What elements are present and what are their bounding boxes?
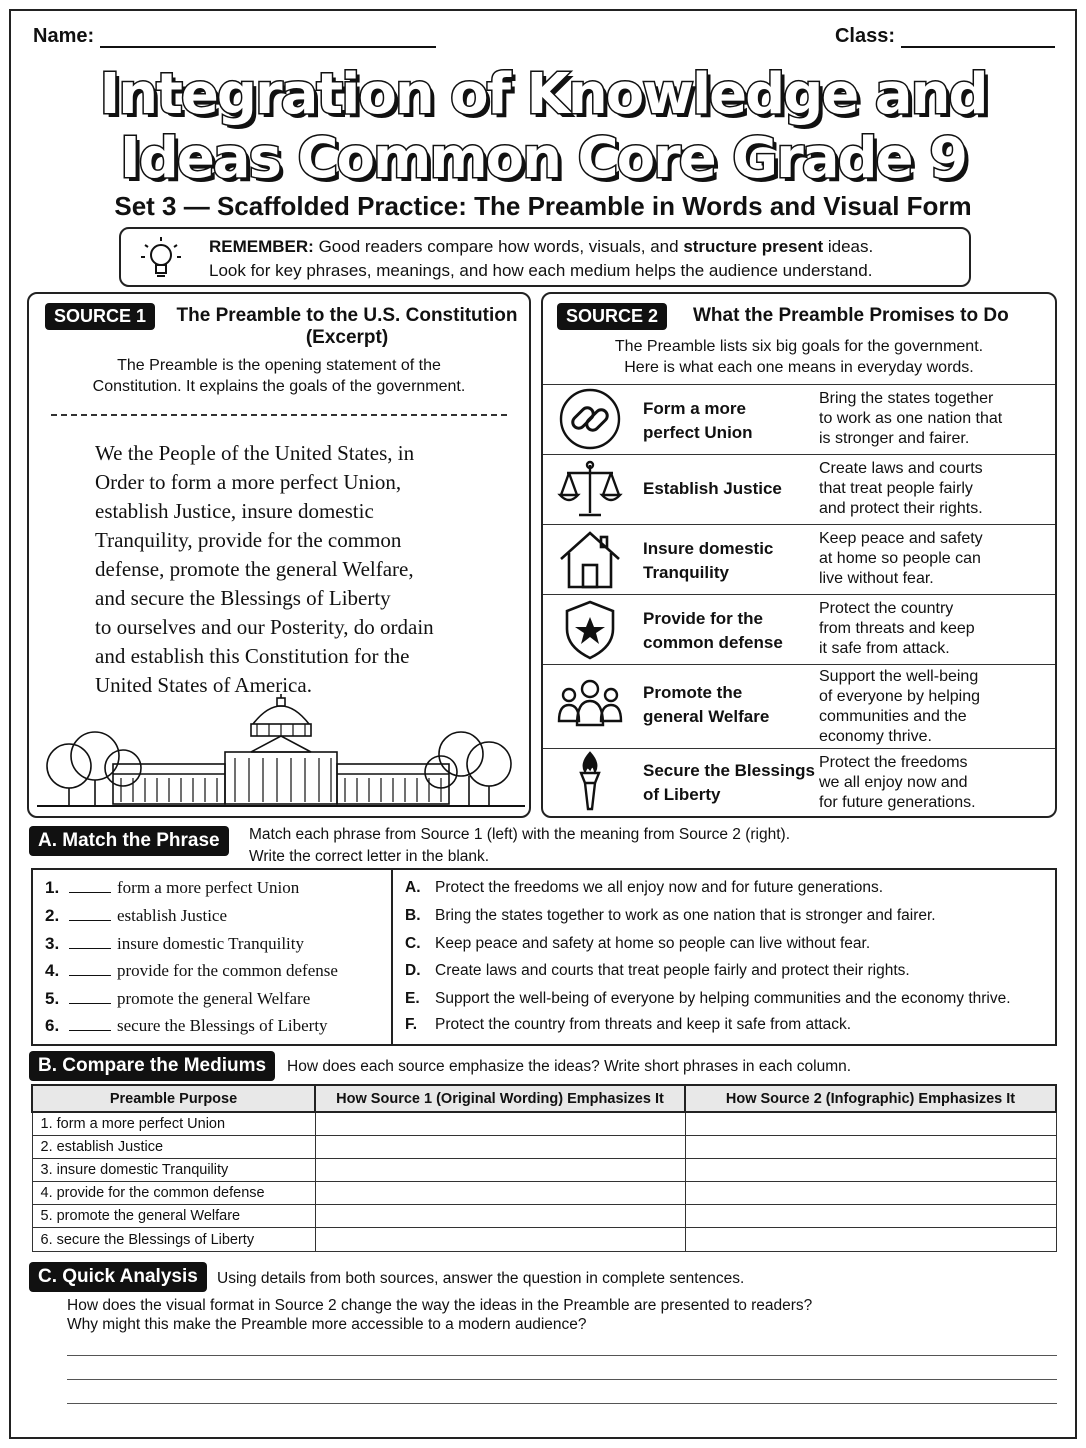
option-text: Protect the freedoms we all enjoy now and for future generations. xyxy=(435,879,884,896)
meaning-line: to work as one nation that xyxy=(819,410,1003,427)
title-line-2: Ideas Common Core Grade 9 xyxy=(119,126,967,191)
item-number: 2. xyxy=(45,906,60,925)
goal-label-line: Tranquility xyxy=(643,563,729,582)
goal-label-line: Secure the Blessings xyxy=(643,761,815,780)
item-number: 1. xyxy=(45,878,60,897)
answer-blank[interactable] xyxy=(69,907,111,921)
purpose-cell: 4. provide for the common defense xyxy=(32,1182,315,1205)
section-a-instructions xyxy=(249,824,790,868)
source-1-divider xyxy=(51,414,507,416)
source-1-badge: SOURCE 1 xyxy=(45,303,155,330)
remember-line-2: Look for key phrases, meanings, and how each medium helps the audience understand. xyxy=(209,261,873,280)
purpose-cell: 6. secure the Blessings of Liberty xyxy=(32,1228,315,1251)
source-2-answer-cell[interactable] xyxy=(685,1205,1056,1228)
source-1-desc-line-1: The Preamble is the opening statement of the xyxy=(117,357,441,374)
item-phrase: provide for the common defense xyxy=(117,961,338,980)
torch-icon xyxy=(557,751,623,813)
match-option xyxy=(405,990,1011,1008)
section-c-instructions: Using details from both sources, answer the question in complete sentences. xyxy=(217,1270,745,1287)
goal-meaning xyxy=(819,599,975,659)
answer-line[interactable] xyxy=(67,1355,1057,1356)
goal-row xyxy=(543,748,1055,818)
meaning-line: communities and the xyxy=(819,708,967,725)
item-phrase: secure the Blessings of Liberty xyxy=(117,1016,328,1035)
page-title xyxy=(11,63,1075,191)
source-2-answer-cell[interactable] xyxy=(685,1228,1056,1251)
item-number: 5. xyxy=(45,989,60,1008)
source-1-answer-cell[interactable] xyxy=(315,1228,685,1251)
match-option xyxy=(405,879,883,897)
option-letter: F. xyxy=(405,1016,418,1033)
source-1-answer-cell[interactable] xyxy=(315,1135,685,1158)
match-option xyxy=(405,907,936,925)
purpose-cell: 2. establish Justice xyxy=(32,1135,315,1158)
preamble-line: and establish this Constitution for the xyxy=(95,644,410,668)
option-text: Create laws and courts that treat people fairly and protect their rights. xyxy=(435,962,910,979)
goal-label xyxy=(643,681,769,729)
remember-label: REMEMBER: xyxy=(209,237,314,256)
section-c-label: C. Quick Analysis xyxy=(29,1262,207,1292)
goal-row xyxy=(543,384,1055,454)
remember-text-c: ideas. xyxy=(823,237,874,256)
col-header: How Source 1 (Original Wording) Emphasizes It xyxy=(315,1085,685,1112)
match-item[interactable] xyxy=(45,961,338,981)
meaning-line: Bring the states together xyxy=(819,390,994,407)
worksheet-page xyxy=(9,9,1077,1439)
item-phrase: form a more perfect Union xyxy=(117,878,300,897)
goal-label-line: Promote the xyxy=(643,683,743,702)
source-1-answer-cell[interactable] xyxy=(315,1158,685,1181)
goal-label xyxy=(643,477,782,501)
meaning-line: it safe from attack. xyxy=(819,640,950,657)
match-item[interactable] xyxy=(45,878,299,898)
goal-label-line: Insure domestic xyxy=(643,539,774,558)
source-2-description xyxy=(543,336,1055,378)
meaning-line: is stronger and fairer. xyxy=(819,430,970,447)
goal-label-line: perfect Union xyxy=(643,423,753,442)
answer-blank[interactable] xyxy=(69,962,111,976)
meaning-line: Protect the freedoms xyxy=(819,754,968,771)
goal-label-line: of Liberty xyxy=(643,785,721,804)
source-1-description xyxy=(29,355,529,397)
scales-icon xyxy=(557,459,623,521)
section-b-label: B. Compare the Mediums xyxy=(29,1051,275,1081)
match-option xyxy=(405,962,910,980)
goal-row xyxy=(543,664,1055,748)
preamble-line: to ourselves and our Posterity, do ordain xyxy=(95,615,434,639)
goal-meaning xyxy=(819,389,1002,449)
option-letter: B. xyxy=(405,907,421,924)
answer-blank[interactable] xyxy=(69,1017,111,1031)
goal-label-line: Provide for the xyxy=(643,609,763,628)
meaning-line: Protect the country xyxy=(819,600,954,617)
goal-label xyxy=(643,759,815,807)
section-b-instructions: How does each source emphasize the ideas? Write short phrases in each column. xyxy=(287,1058,852,1075)
purpose-cell: 3. insure domestic Tranquility xyxy=(32,1158,315,1181)
house-icon xyxy=(557,529,623,591)
match-item[interactable] xyxy=(45,989,310,1009)
item-phrase: promote the general Welfare xyxy=(117,989,311,1008)
title-line-1: Integration of Knowledge and xyxy=(99,62,987,127)
shield-star-icon xyxy=(557,599,623,661)
option-text: Protect the country from threats and keep it safe from attack. xyxy=(435,1016,852,1033)
match-box xyxy=(31,868,1057,1046)
table-header-row xyxy=(32,1085,1056,1112)
meaning-line: economy thrive. xyxy=(819,728,932,745)
answer-blank[interactable] xyxy=(69,879,111,893)
meaning-line: that treat people fairly xyxy=(819,480,973,497)
page-subtitle: Set 3 — Scaffolded Practice: The Preamble in Words and Visual Form xyxy=(114,191,972,221)
name-label: Name: xyxy=(33,25,95,47)
table-row xyxy=(32,1135,1056,1158)
goal-label xyxy=(643,537,773,585)
preamble-line: United States of America. xyxy=(95,673,312,697)
source-1-desc-line-2: Constitution. It explains the goals of the government. xyxy=(92,378,466,395)
meaning-line: Create laws and courts xyxy=(819,460,983,477)
class-label: Class: xyxy=(834,25,895,47)
section-a-inst-1: Match each phrase from Source 1 (left) with the meaning from Source 2 (right). xyxy=(249,826,791,843)
goal-label xyxy=(643,607,783,655)
question-line-2: Why might this make the Preamble more accessible to a modern audience? xyxy=(67,1316,587,1333)
col-header: Preamble Purpose xyxy=(32,1085,315,1112)
source-1-panel xyxy=(27,292,531,818)
table-row xyxy=(32,1158,1056,1181)
source-2-title: What the Preamble Promises to Do xyxy=(693,305,1009,326)
answer-blank[interactable] xyxy=(69,935,111,949)
match-item[interactable] xyxy=(45,934,304,954)
goal-label-line: common defense xyxy=(643,633,783,652)
item-number: 4. xyxy=(45,961,60,980)
preamble-line: Tranquility, provide for the common xyxy=(95,528,402,552)
meaning-line: live without fear. xyxy=(819,570,934,587)
source-1-answer-cell[interactable] xyxy=(315,1182,685,1205)
option-text: Bring the states together to work as one nation that is stronger and fairer. xyxy=(435,907,936,924)
source-2-desc-line-2: Here is what each one means in everyday words. xyxy=(624,359,974,376)
section-a-label: A. Match the Phrase xyxy=(29,826,229,856)
source-1-title-sub: (Excerpt) xyxy=(305,327,389,348)
goal-meaning xyxy=(819,667,980,747)
goal-meaning xyxy=(819,753,976,813)
meaning-line: we all enjoy now and xyxy=(819,774,968,791)
option-text: Support the well-being of everyone by helping communities and the economy thrive. xyxy=(435,990,1011,1007)
remember-text-b: structure present xyxy=(683,237,824,256)
source-2-panel xyxy=(541,292,1057,818)
goal-row xyxy=(543,594,1055,664)
people-group-icon xyxy=(557,675,623,737)
match-item[interactable] xyxy=(45,906,227,926)
table-row xyxy=(32,1228,1056,1251)
item-number: 3. xyxy=(45,934,60,953)
match-divider xyxy=(391,870,393,1044)
item-phrase: insure domestic Tranquility xyxy=(117,934,304,953)
item-phrase: establish Justice xyxy=(117,906,228,925)
option-text: Keep peace and safety at home so people can live without fear. xyxy=(435,935,871,952)
item-number: 6. xyxy=(45,1016,60,1035)
class-blank[interactable] xyxy=(901,28,1055,48)
answer-line[interactable] xyxy=(67,1403,1057,1404)
compare-table xyxy=(31,1084,1057,1252)
col-header: How Source 2 (Infographic) Emphasizes It xyxy=(685,1085,1056,1112)
preamble-line: and secure the Blessings of Liberty xyxy=(95,586,391,610)
source-2-answer-cell[interactable] xyxy=(685,1112,1056,1135)
preamble-text xyxy=(95,439,434,700)
source-2-desc-line-1: The Preamble lists six big goals for the government. xyxy=(614,338,984,355)
table-row xyxy=(32,1205,1056,1228)
source-1-title-line: The Preamble to the U.S. Constitution xyxy=(176,305,518,326)
source-1-title xyxy=(169,305,525,349)
goal-row xyxy=(543,454,1055,524)
purpose-cell: 5. promote the general Welfare xyxy=(32,1205,315,1228)
meaning-line: of everyone by helping xyxy=(819,688,980,705)
source-2-badge: SOURCE 2 xyxy=(557,303,667,330)
remember-text xyxy=(209,235,873,283)
goal-row xyxy=(543,524,1055,594)
match-item[interactable] xyxy=(45,1016,328,1036)
option-letter: D. xyxy=(405,962,421,979)
match-option xyxy=(405,935,870,953)
meaning-line: Keep peace and safety xyxy=(819,530,983,547)
table-row xyxy=(32,1112,1056,1135)
goal-label-line: Form a more xyxy=(643,399,746,418)
section-c-question xyxy=(67,1296,812,1334)
preamble-line: defense, promote the general Welfare, xyxy=(95,557,414,581)
match-option xyxy=(405,1016,851,1034)
name-blank[interactable] xyxy=(100,28,436,48)
table-row xyxy=(32,1182,1056,1205)
name-field xyxy=(33,25,436,48)
goal-meaning xyxy=(819,529,983,589)
goal-meaning xyxy=(819,459,983,519)
meaning-line: and protect their rights. xyxy=(819,500,983,517)
meaning-line: for future generations. xyxy=(819,794,976,811)
meaning-line: from threats and keep xyxy=(819,620,975,637)
lightbulb-icon xyxy=(139,235,183,281)
source-1-answer-cell[interactable] xyxy=(315,1112,685,1135)
option-letter: E. xyxy=(405,990,420,1007)
class-field xyxy=(835,25,1055,48)
purpose-cell: 1. form a more perfect Union xyxy=(32,1112,315,1135)
remember-text-a: Good readers compare how words, visuals, and xyxy=(313,237,684,256)
source-1-answer-cell[interactable] xyxy=(315,1205,685,1228)
meaning-line: at home so people can xyxy=(819,550,981,567)
source-2-answer-cell[interactable] xyxy=(685,1182,1056,1205)
source-2-answer-cell[interactable] xyxy=(685,1135,1056,1158)
remember-box xyxy=(119,227,971,287)
answer-blank[interactable] xyxy=(69,990,111,1004)
option-letter: C. xyxy=(405,935,421,952)
question-line-1: How does the visual format in Source 2 change the way the ideas in the Preamble are presented to readers? xyxy=(67,1297,813,1314)
capitol-building-illustration xyxy=(37,694,525,814)
goal-label-line: Establish Justice xyxy=(643,479,782,498)
option-letter: A. xyxy=(405,879,421,896)
chain-link-icon xyxy=(557,388,623,450)
section-a-inst-2: Write the correct letter in the blank. xyxy=(249,848,490,865)
goal-label xyxy=(643,397,753,445)
preamble-line: Order to form a more perfect Union, xyxy=(95,470,402,494)
answer-line[interactable] xyxy=(67,1379,1057,1380)
preamble-line: establish Justice, insure domestic xyxy=(95,499,374,523)
source-2-answer-cell[interactable] xyxy=(685,1158,1056,1181)
goal-label-line: general Welfare xyxy=(643,707,770,726)
meaning-line: Support the well-being xyxy=(819,668,979,685)
preamble-line: We the People of the United States, in xyxy=(95,441,415,465)
